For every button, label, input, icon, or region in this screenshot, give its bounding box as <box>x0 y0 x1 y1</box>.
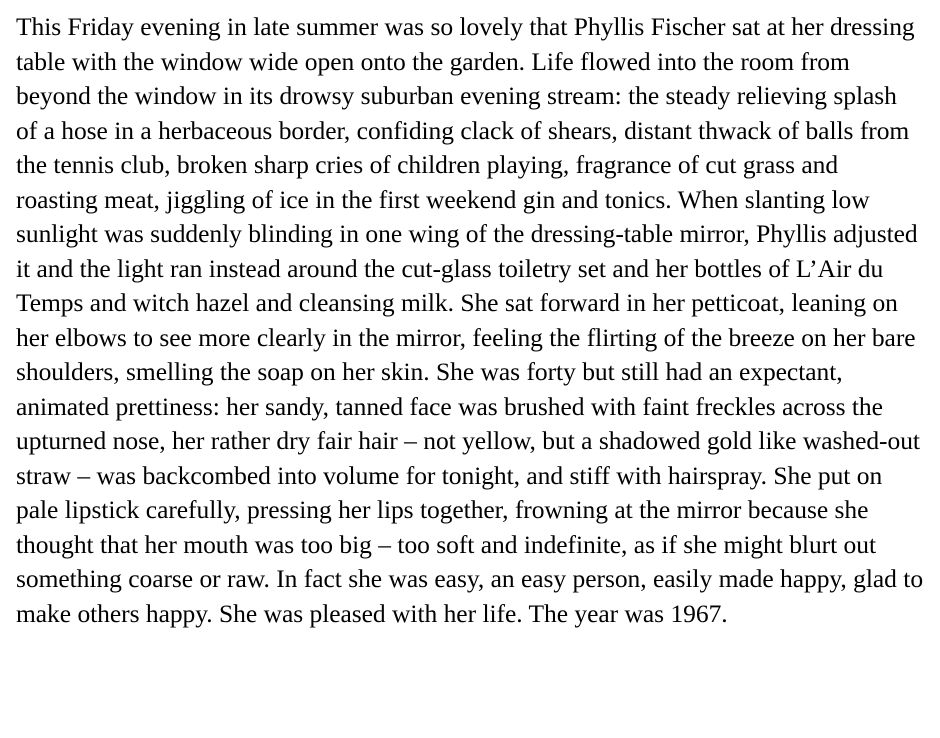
body-paragraph: This Friday evening in late summer was so lovely that Phyllis Fischer sat at her dressing table with the window wide open onto the garden. Life flowed into the room from beyond the window in its drowsy suburban evening stream: the steady relieving splash of a hose in a herbaceous border, confiding clack of shears, distant thwack of balls from the tennis club, broken sharp cries of children playing, fragrance of cut grass and roasting meat, jiggling of ice in the first weekend gin and tonics. When slanting low sunlight was suddenly blinding in one wing of the dressing-table mirror, Phyllis adjusted it and the light ran instead around the cut-glass toiletry set and her bottles of L’Air du Temps and witch hazel and cleansing milk. She sat forward in her petticoat, leaning on her elbows to see more clearly in the mirror, feeling the flirting of the breeze on her bare shoulders, smelling the soap on her skin. She was forty but still had an expectant, animated prettiness: her sandy, tanned face was brushed with faint freckles across the upturned nose, her rather dry fair hair – not yellow, but a shadowed gold like washed-out straw – was backcombed into volume for tonight, and stiff with hairspray. She put on pale lipstick carefully, pressing her lips together, frowning at the mirror because she thought that her mouth was too big – too soft and indefinite, as if she might blurt out something coarse or raw. In fact she was easy, an easy person, easily made happy, glad to make others happy. She was pleased with her life. The year was 1967. <box>16 12 924 628</box>
